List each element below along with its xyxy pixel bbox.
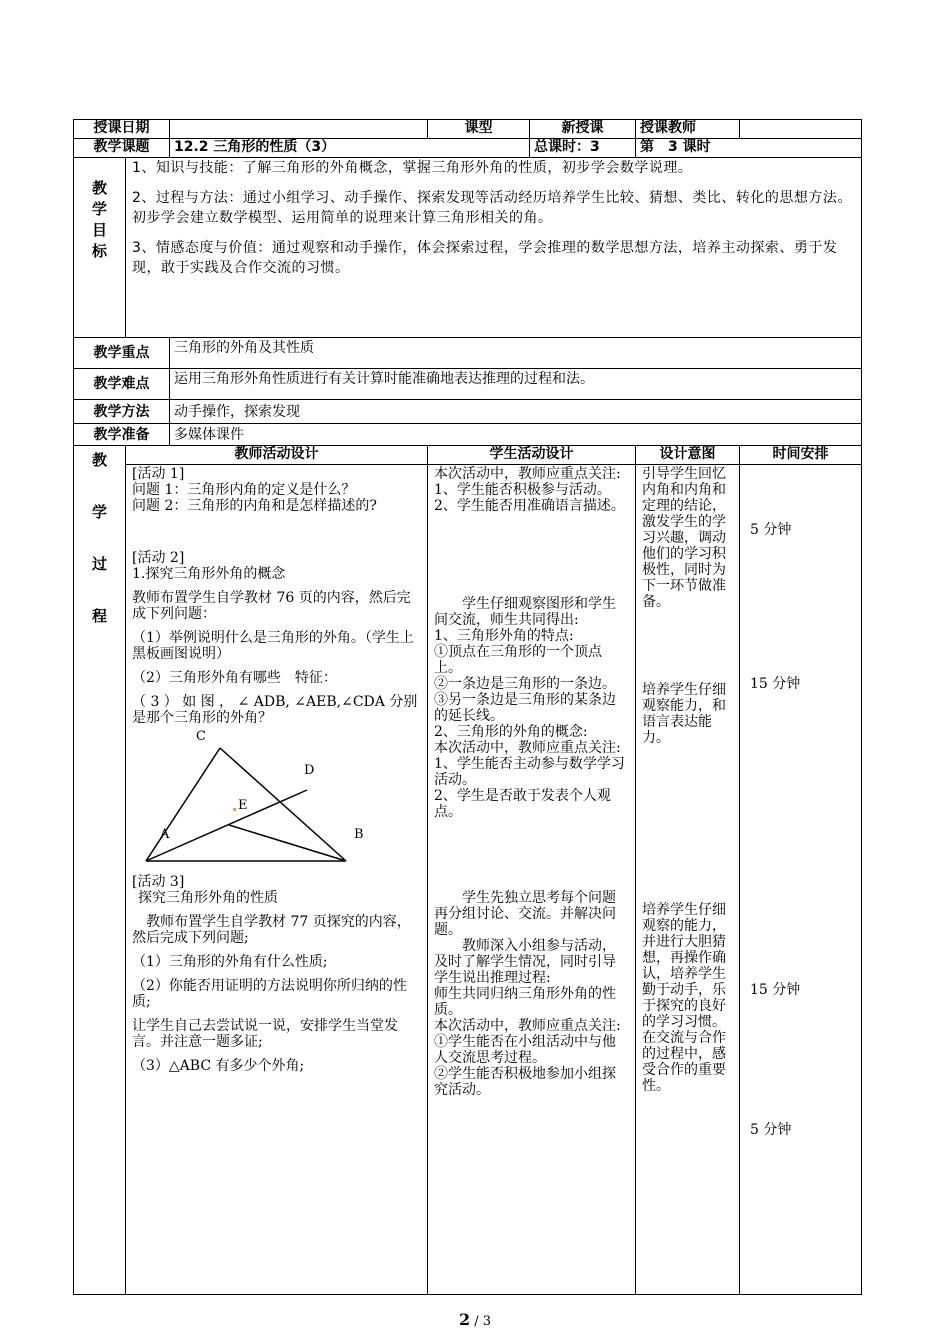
goal-process: 2、过程与方法：通过小组学习、动手操作、探索发现等活动经历培养学生比较、猜想、类比、转化的思想方法。初步学会建立数学模型、运用简单的说理来计算三角形相关的角。 [132,190,852,226]
time-2: 15 分钟 [750,676,801,692]
student-note-10: 本次活动中，教师应重点关注: [434,740,621,756]
teacher-value [740,120,862,139]
date-label: 授课日期 [74,120,170,139]
student-note-16: 本次活动中，教师应重点关注: [434,1018,621,1034]
activity-2-q1: （1）举例说明什么是三角形的外角。（学生上黑板画图说明） [132,630,414,662]
intent-1: 引导学生回忆内角和内角和定理的结论，激发学生的学习兴趣，调动他们的学习积极性，同时为下一环节做准备。 [642,466,726,610]
difficulty-value: 运用三角形外角性质进行有关计算时能准确地表达推理的过程和法。 [170,369,862,400]
type-value: 新授课 [530,120,636,139]
header-row-2 [74,139,862,158]
activity-3-intro: 教师布置学生自学教材 77 页探究的内容，然后完成下列问题; [132,914,411,946]
activity-3-instruction: 让学生自己去尝试说一说，安排学生当堂发言。并注意一题多证; [132,1018,398,1050]
activity-3-subtitle: 探究三角形外角的性质 [138,890,278,906]
difficulty-label: 教学难点 [74,369,170,400]
process-body-row [74,465,862,1295]
student-note-1: 本次活动中，教师应重点关注: [434,466,621,482]
student-note-3: 2、学生能否用准确语言描述。 [434,498,625,514]
activity-3-q2: （2）你能否用证明的方法说明你所归纳的性质; [132,978,407,1010]
header-row-1 [74,120,862,139]
method-label: 教学方法 [74,400,170,424]
goals-row [74,158,862,338]
method-value: 动手操作，探索发现 [170,400,862,424]
activity-1-q2: 问题 2：三角形的内角和是怎样描述的? [132,498,377,514]
activity-2-title: [活动 2] [132,550,185,566]
teacher-label: 授课教师 [636,120,740,139]
activity-2-intro: 教师布置学生自学教材 76 页的内容，然后完成下列问题： [132,590,411,622]
student-note-8: ③另一条边是三角形的某条边的延长线。 [434,692,616,724]
col-intent: 设计意图 [636,446,740,465]
method-row [74,400,862,424]
col-teacher: 教师活动设计 [126,446,428,465]
focus-row [74,338,862,369]
type-label: 课型 [428,120,530,139]
page-current: 2 [458,1310,471,1329]
page-number [0,1310,950,1329]
activity-3-q3: （3）△ABC 有多少个外角; [132,1058,305,1074]
focus-label: 教学重点 [74,338,170,369]
student-note-2: 1、学生能否积极参与活动。 [434,482,611,498]
student-note-11: 1、学生能否主动参与数学学习活动。 [434,756,625,788]
student-note-5: 1、三角形外角的特点: [434,628,574,644]
activity-2-q3: （ 3 ） 如 图 ， ∠ ADB, ∠AEB,∠CDA 分别是那个三角形的外角？ [132,694,418,726]
intent-4: 在交流与合作的过程中，感受合作的重要性。 [642,1030,726,1094]
activity-2-subtitle: 1.探究三角形外角的概念 [132,566,286,582]
label-d: D [304,763,315,778]
label-e: E [238,798,248,813]
label-c: C [196,729,206,744]
student-note-9: 2、三角形的外角的概念: [434,724,588,740]
time-1: 5 分钟 [750,522,792,538]
process-label: 教 学 过 程 [74,446,126,1295]
goal-knowledge: 1、知识与技能：了解三角形的外角概念，掌握三角形外角的性质，初步学会数学说理。 [132,160,693,176]
focus-value: 三角形的外角及其性质 [170,338,862,369]
student-note-6: ①顶点在三角形的一个顶点上。 [434,644,602,676]
page-separator: / [470,1314,483,1329]
marker-dot [233,808,236,811]
triangle-figure [132,726,372,874]
student-note-13: 学生先独立思考每个问题再分组讨论、交流。并解决问题。 [434,890,616,938]
current-period: 第 3 课时 [636,139,862,158]
student-note-17: ①学生能否在小组活动中与他人交流思考过程。 [434,1034,616,1066]
prep-row [74,424,862,446]
activity-1-title: [活动 1] [132,466,185,482]
label-b: B [354,827,364,842]
topic-value: 12.2 三角形的性质（3） [170,139,530,158]
activity-3-title: [活动 3] [132,874,185,890]
activity-2-q2: （2）三角形外角有哪些 特征： [132,670,337,686]
goals-label: 教 学 目 标 [74,158,126,338]
segment-ad [146,790,307,861]
student-note-14: 教师深入小组参与活动，及时了解学生情况，同时引导学生说出推理过程: [434,938,616,986]
col-time: 时间安排 [740,446,862,465]
student-note-15: 师生共同归纳三角形外角的性质。 [434,986,616,1018]
intent-2: 培养学生仔细观察能力，和语言表达能力。 [642,682,726,746]
goal-attitude: 3、情感态度与价值：通过观察和动手操作，体会探索过程，学会推理的数学思想方法，培养主动探索、勇于发现，敢于实践及合作交流的习惯。 [132,240,838,276]
lesson-plan-table [73,119,862,1295]
topic-label: 教学课题 [74,139,170,158]
total-periods: 总课时：3 [530,139,636,158]
student-note-12: 2、学生是否敢于发表个人观点。 [434,788,611,820]
time-4: 5 分钟 [750,1122,792,1138]
goals-content [126,158,862,338]
prep-value: 多媒体课件 [170,424,862,446]
segment-be [229,825,346,861]
activity-1-q1: 问题 1：三角形内角的定义是什么？ [132,482,356,498]
label-a: A [160,827,170,842]
page-total: 3 [482,1314,492,1329]
teacher-activities [126,465,428,1295]
process-header-row [74,446,862,465]
activity-3-q1: （1）三角形的外角有什么性质; [132,954,328,970]
time-schedule [740,465,862,1295]
student-note-18: ②学生能否积极地参加小组探究活动。 [434,1066,616,1098]
student-note-7: ②一条边是三角形的一条边。 [434,676,616,692]
difficulty-row [74,369,862,400]
student-activities [428,465,636,1295]
time-3: 15 分钟 [750,982,801,998]
design-intent [636,465,740,1295]
intent-3: 培养学生仔细观察的能力，并进行大胆猜想，再操作确认，培养学生勤于动手，乐于探究的良好的学习习惯。 [642,902,726,1030]
student-note-4: 学生仔细观察图形和学生间交流，师生共同得出: [434,596,616,628]
date-value [170,120,428,139]
prep-label: 教学准备 [74,424,170,446]
col-student: 学生活动设计 [428,446,636,465]
